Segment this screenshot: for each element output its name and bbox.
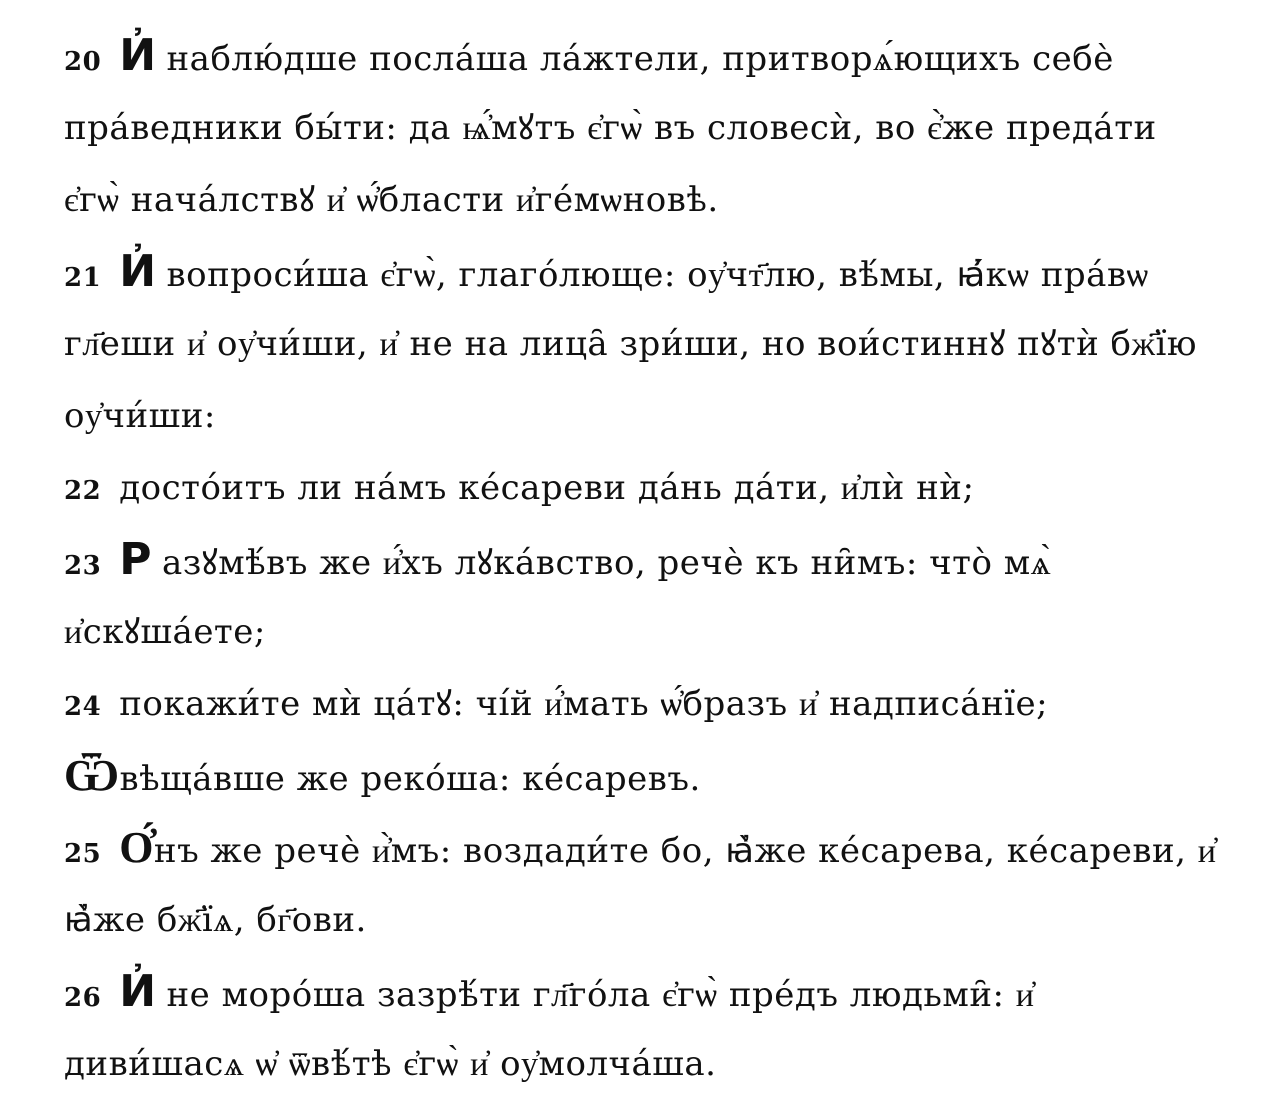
verse-initial: О҆́: [119, 822, 154, 873]
verse-20-line-2: [64, 92, 1157, 164]
verse-text: вопроси́ша є҆гѡ̀, глаго́люще: оу҆чт҃лю, вѣ́мы, ꙗ҆́кѡ пра́вѡ: [166, 255, 1149, 295]
verse-initial: И҆: [119, 966, 157, 1017]
verse-text: нъ же речѐ и҆̀мъ: воздади́те бо, ꙗ҆̀же ке́сарева, ке́сареви, и҆: [153, 831, 1217, 871]
verse-number: 26: [64, 983, 102, 1013]
verse-21-line-2: [64, 308, 1197, 380]
verse-text: досто́итъ ли на́мъ ке́сареви да́нь да́ти, и҆лѝ нѝ;: [119, 468, 975, 508]
verse-24-line-2: [64, 740, 701, 812]
verse-initial: И҆: [119, 246, 157, 297]
verse-23-line-1: [64, 524, 1051, 596]
verse-20-line-3: [64, 164, 719, 236]
verse-text: диви́шасѧ ѡ҆ ѿвѣ́тѣ є҆гѡ̀ и҆ оу҆молча́ша.: [64, 1044, 717, 1084]
verse-text: наблю́дше посла́ша ла́жтели, притворѧ́ющихъ себѐ: [166, 39, 1114, 79]
verse-number: 25: [64, 839, 102, 869]
verse-25-line-2: [64, 884, 367, 956]
verse-initial: Р: [119, 534, 152, 585]
verse-text: не моро́ша зазрѣ́ти гл҃го́ла є҆гѡ̀ пре́дъ людьми̑: и҆: [166, 975, 1035, 1015]
verse-text: азꙋмѣ́въ же и҆́хъ лꙋка́вство, речѐ къ ни̑мъ: что̀ мѧ̀: [161, 543, 1052, 583]
verse-initial: Ѿ: [64, 750, 120, 801]
verse-26-line-1: [64, 956, 1034, 1028]
verse-number: 22: [64, 476, 102, 506]
verse-text: вѣща́вше же реко́ша: ке́саревъ.: [119, 759, 701, 799]
verse-25-line-1: [64, 812, 1216, 884]
verse-number: 23: [64, 551, 102, 581]
verse-20-line-1: [64, 20, 1114, 92]
verse-text: гл҃еши и҆ оу҆чи́ши, и҆ не на лица̑ зри́ши, но вои́стиннꙋ пꙋтѝ бж҃їю: [64, 324, 1197, 364]
verse-21-line-3: [64, 380, 216, 452]
verse-text: покажи́те мѝ ца́тꙋ: чі́й и҆́мать ѡ҆́бразъ и҆ надписа́нїе;: [119, 684, 1049, 724]
verse-text: пра́ведники бы́ти: да ѩ҆́мꙋтъ є҆гѡ̀ въ словесѝ, во є҆̀же преда́ти: [64, 108, 1157, 148]
verse-22-line-1: [64, 452, 974, 524]
verse-number: 21: [64, 263, 102, 293]
verse-23-line-2: [64, 596, 266, 668]
verse-24-line-1: [64, 668, 1048, 740]
verse-initial: И҆: [119, 30, 157, 81]
verse-number: 20: [64, 47, 102, 77]
verse-text: оу҆чи́ши:: [64, 396, 216, 436]
verse-26-line-2: [64, 1028, 717, 1100]
verse-number: 24: [64, 692, 102, 722]
verse-text: и҆скꙋша́ете;: [64, 612, 266, 652]
verse-21-line-1: [64, 236, 1149, 308]
verse-text: є҆гѡ̀ нача́лствꙋ и҆ ѡ҆́бласти и҆ге́мѡновѣ.: [64, 180, 719, 220]
verse-text: ꙗ҆̀же бж҃їѧ, бг҃ови.: [64, 900, 367, 940]
